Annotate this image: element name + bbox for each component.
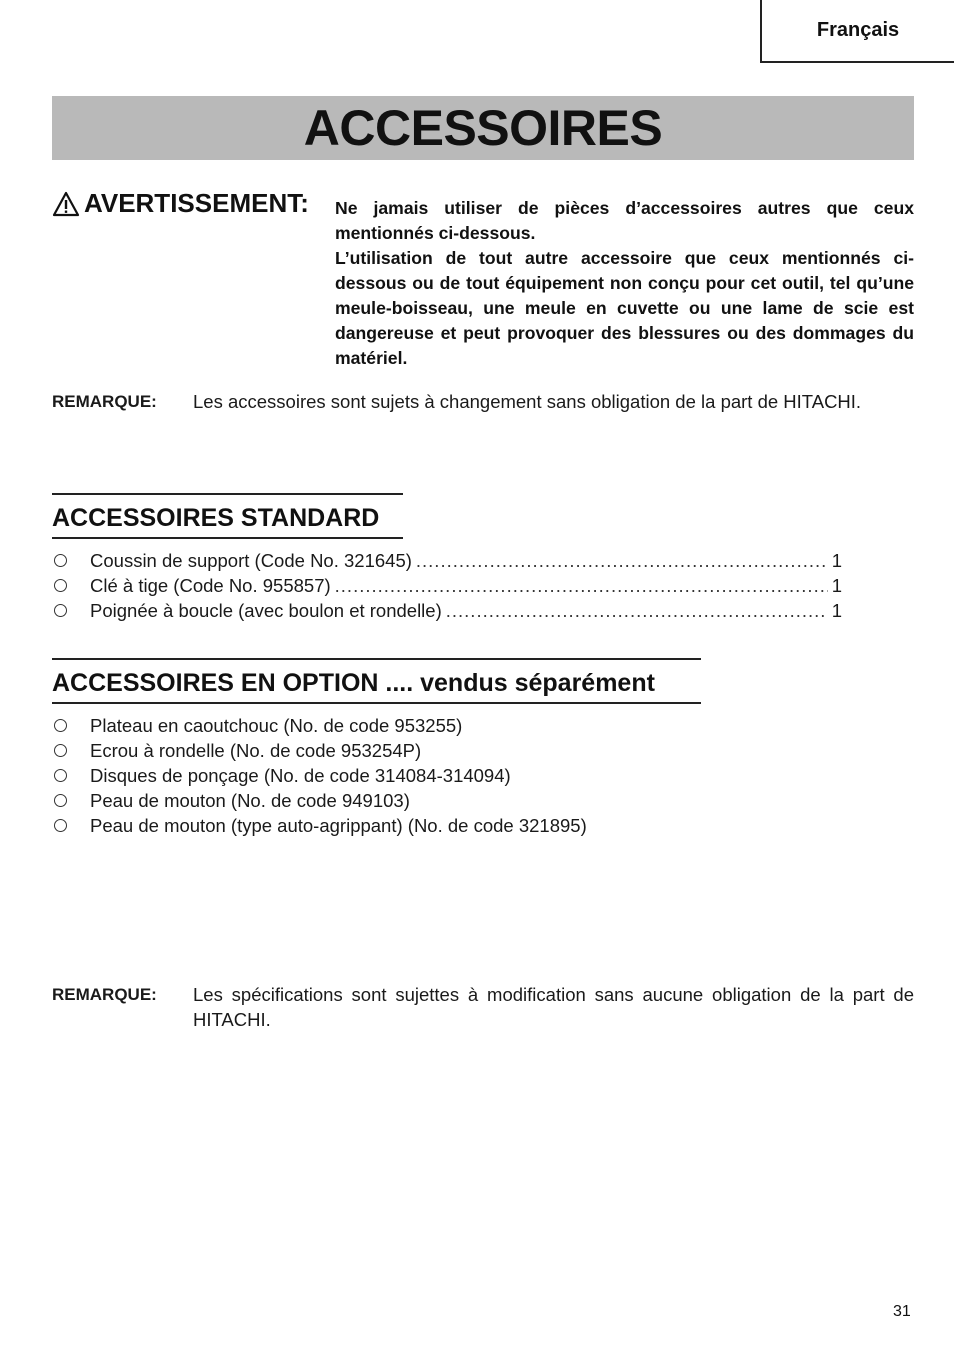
item-name: Peau de mouton (type auto-agrippant) (No. de code 321895) bbox=[90, 815, 587, 836]
note-accessories bbox=[52, 389, 914, 414]
item-name: Poignée à boucle (avec boulon et rondelle) bbox=[90, 600, 442, 621]
page-title: ACCESSOIRES bbox=[303, 100, 663, 156]
section-heading-standard: ACCESSOIRES STANDARD bbox=[52, 493, 403, 539]
leader-dots bbox=[335, 573, 828, 598]
list-item bbox=[52, 573, 842, 598]
warning-heading bbox=[52, 188, 309, 219]
item-quantity: 1 bbox=[831, 550, 842, 571]
note-specifications bbox=[52, 982, 914, 1032]
circle-bullet-icon bbox=[54, 719, 67, 732]
list-item bbox=[52, 813, 587, 838]
circle-bullet-icon bbox=[54, 579, 67, 592]
circle-bullet-icon bbox=[54, 604, 67, 617]
item-name: Ecrou à rondelle (No. de code 953254P) bbox=[90, 740, 422, 761]
optional-accessories-list bbox=[52, 713, 587, 838]
item-name: Coussin de support (Code No. 321645) bbox=[90, 550, 412, 571]
leader-dots bbox=[446, 598, 828, 623]
list-item bbox=[52, 788, 587, 813]
item-name: Disques de ponçage (No. de code 314084-314094) bbox=[90, 765, 511, 786]
note-text: Les accessoires sont sujets à changement sans obligation de la part de HITACHI. bbox=[193, 391, 862, 412]
leader-dots bbox=[416, 548, 828, 573]
item-name: Plateau en caoutchouc (No. de code 953255) bbox=[90, 715, 463, 736]
language-tab: Français bbox=[760, 0, 954, 63]
list-item bbox=[52, 738, 587, 763]
warning-triangle-icon bbox=[52, 191, 80, 217]
list-item bbox=[52, 598, 842, 623]
circle-bullet-icon bbox=[54, 819, 67, 832]
item-name: Peau de mouton (No. de code 949103) bbox=[90, 790, 410, 811]
warning-paragraph: L’utilisation de tout autre accessoire que ceux mentionnés ci-dessous ou de tout équipement non conçu pour cet outil, tel qu’une meule-boisseau, une meule en cuvette ou une lame de scie est dangereuse et peut provoquer des blessures ou des dommages du matériel. bbox=[335, 248, 914, 368]
item-quantity: 1 bbox=[831, 600, 842, 621]
title-banner bbox=[52, 96, 914, 160]
circle-bullet-icon bbox=[54, 554, 67, 567]
list-item bbox=[52, 763, 587, 788]
item-name: Clé à tige (Code No. 955857) bbox=[90, 575, 331, 596]
section-heading-optional: ACCESSOIRES EN OPTION .... vendus séparément bbox=[52, 658, 701, 704]
note-text: Les spécifications sont sujettes à modification sans aucune obligation de la part de HITACHI. bbox=[193, 984, 914, 1030]
item-quantity: 1 bbox=[831, 575, 842, 596]
list-item bbox=[52, 548, 842, 573]
list-item bbox=[52, 713, 587, 738]
note-label: REMARQUE: bbox=[52, 985, 157, 1004]
warning-paragraph: Ne jamais utiliser de pièces d’accessoires autres que ceux mentionnés ci-dessous. bbox=[335, 198, 914, 243]
warning-label: AVERTISSEMENT: bbox=[84, 188, 309, 218]
circle-bullet-icon bbox=[54, 794, 67, 807]
standard-accessories-list bbox=[52, 548, 842, 623]
warning-text bbox=[335, 196, 914, 371]
page-number: 31 bbox=[893, 1303, 911, 1320]
circle-bullet-icon bbox=[54, 769, 67, 782]
note-label: REMARQUE: bbox=[52, 392, 157, 411]
circle-bullet-icon bbox=[54, 744, 67, 757]
